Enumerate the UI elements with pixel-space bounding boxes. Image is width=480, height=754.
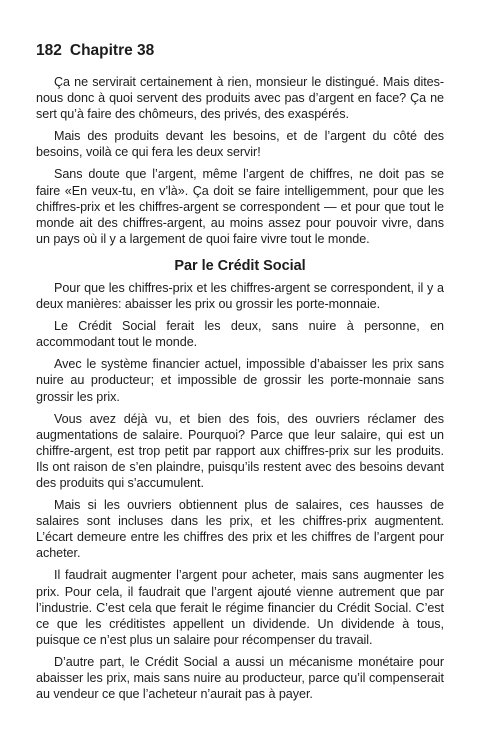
page-number: 182 (36, 42, 62, 59)
chapter-title: Chapitre 38 (69, 42, 155, 59)
paragraph: Avec le système financier actuel, impossible d’abaisser les prix sans nuire au producteur; et impossible de grossir les porte-monnaie sans grossir les prix. (36, 357, 444, 404)
paragraph: Sans doute que l’argent, même l’argent de chiffres, ne doit pas se faire «En veux-tu, en v’là». Ça doit se faire intelligemment, pour que les chiffres-prix et les chiffres-argent se correspondent — et pour que tout le monde ait des chiffres-argent, au moins assez pour pouvoir vivre, dans un pays où il y a largement de quoi faire vivre tout le monde. (36, 167, 444, 246)
paragraph: Ça ne servirait certainement à rien, monsieur le distingué. Mais dites-nous donc à quoi servent des produits avec pas d’argent en face? Ça ne sert qu’à faire des chômeurs, des privés, des exaspérés. (36, 75, 444, 122)
section-heading: Par le Crédit Social (174, 257, 306, 274)
paragraph: Pour que les chiffres-prix et les chiffres-argent se correspondent, il y a deux manières: abaisser les prix ou grossir les porte-monnaie. (36, 280, 444, 312)
paragraph: D’autre part, le Crédit Social a aussi un mécanisme monétaire pour abaisser les prix, mais sans nuire au producteur, parce qu’il compenserait au vendeur ce que l’acheteur n’aurait pas à payer. (36, 654, 444, 702)
paragraph: Mais des produits devant les besoins, et de l’argent du côté des besoins, voilà ce qui fera les deux servir! (36, 129, 444, 160)
paragraph: Il faudrait augmenter l’argent pour acheter, mais sans augmenter les prix. Pour cela, il faudrait que l’argent ajouté vienne autrement que par l’industrie. C’est cela que ferait le régime financier du Crédit Social. C’est ce que les créditistes appellent un dividende. Un dividende à tous, puisque ce n’est plus un salaire pour récompenser du travail. (36, 568, 444, 647)
body-text (36, 74, 444, 702)
paragraph: Vous avez déjà vu, et bien des fois, des ouvriers réclamer des augmentations de salaire. Pourquoi? Parce que leur salaire, qui est un chiffre-argent, est trop petit par rapport aux chiffres-prix sur les produits. Ils ont raison de s’en plaindre, puisqu’ils restent avec des besoins devant des produits qui s’accumulent. (36, 411, 444, 490)
paragraph: Le Crédit Social ferait les deux, sans nuire à personne, en accommodant tout le monde. (36, 319, 444, 350)
paragraph: Mais si les ouvriers obtiennent plus de salaires, ces hausses de salaires sont incluses dans les prix, et les chiffres-prix augmentent. L’écart demeure entre les chiffres des prix et les chiffres de l’argent pour acheter. (36, 498, 444, 561)
running-head (36, 42, 444, 60)
